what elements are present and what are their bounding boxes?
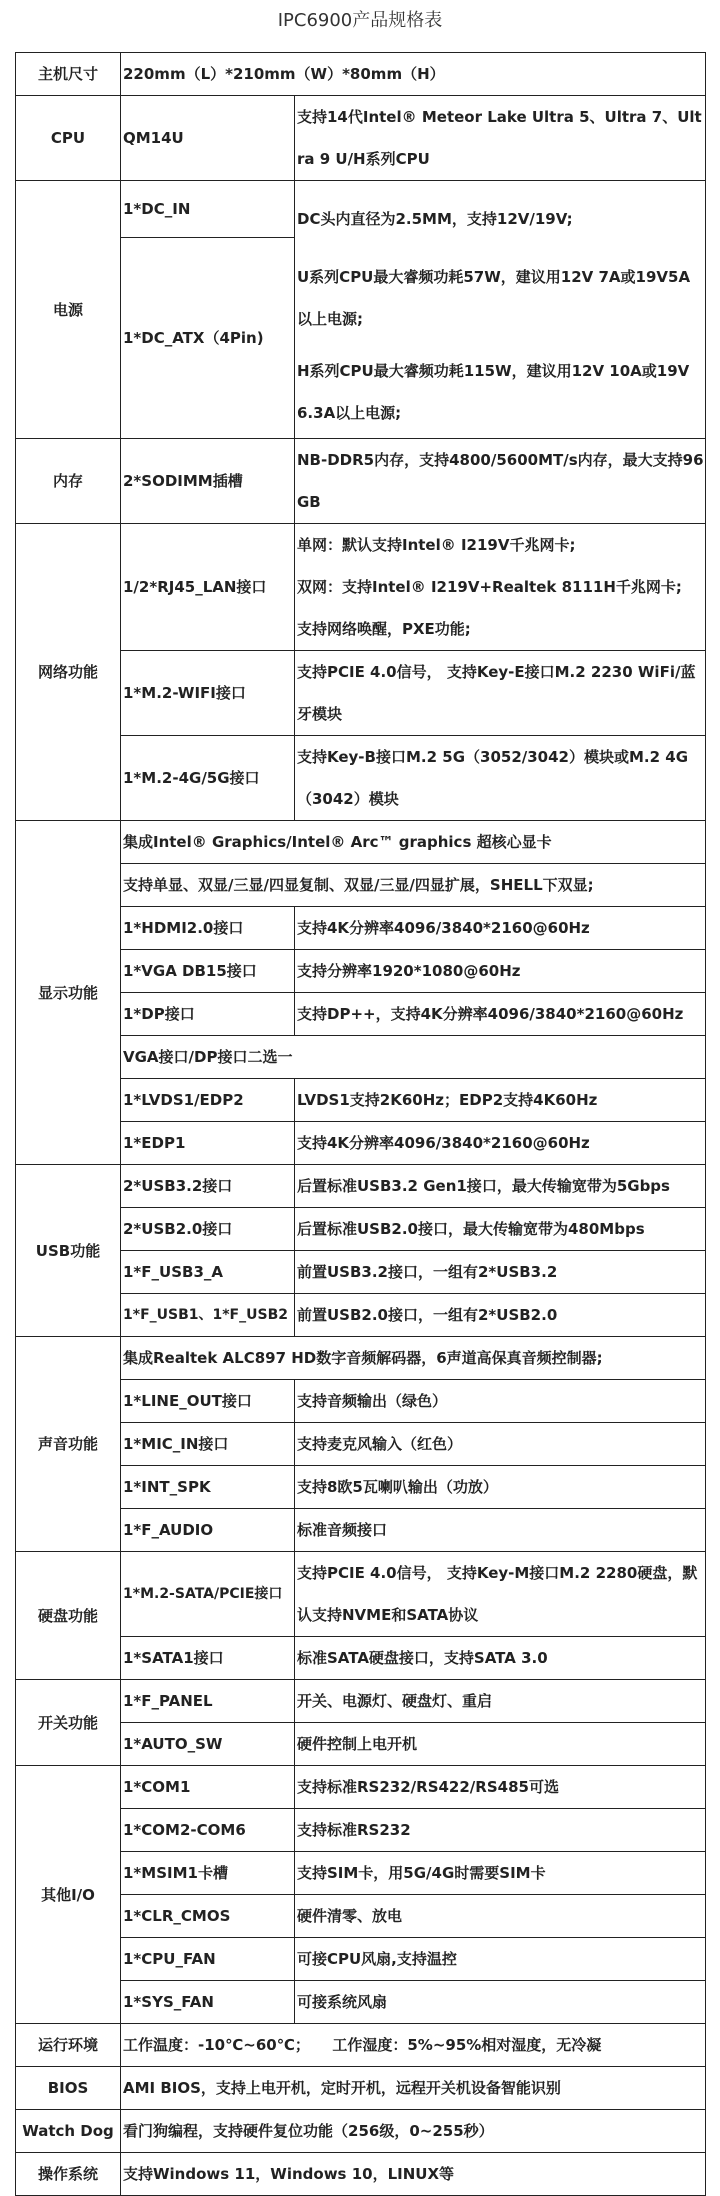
desc-cell: 开关、电源灯、硬盘灯、重启 <box>295 1680 706 1723</box>
table-row-power-dcin <box>16 181 706 238</box>
table-row-switch-panel <box>16 1680 706 1723</box>
table-row-cpu <box>16 96 706 181</box>
desc-cell: 支持4K分辨率4096/3840*2160@60Hz <box>295 1122 706 1165</box>
category-cell: 主机尺寸 <box>16 53 121 96</box>
item-cell: 2*USB3.2接口 <box>121 1165 295 1208</box>
item-cell: 1*INT_SPK <box>121 1466 295 1509</box>
category-cell: 其他I/O <box>16 1766 121 2024</box>
table-row-audio-codec <box>16 1337 706 1380</box>
table-row-memory <box>16 439 706 524</box>
desc-cell: 后置标准USB2.0接口，最大传输宽带为480Mbps <box>295 1208 706 1251</box>
item-cell: 1*F_PANEL <box>121 1680 295 1723</box>
table-row-network-lan <box>16 524 706 651</box>
table-row-io-com1 <box>16 1766 706 1809</box>
category-cell: 内存 <box>16 439 121 524</box>
desc-cell: 支持DP++，支持4K分辨率4096/3840*2160@60Hz <box>295 993 706 1036</box>
item-cell: 1*LVDS1/EDP2 <box>121 1079 295 1122</box>
item-cell: 1/2*RJ45_LAN接口 <box>121 524 295 651</box>
value-cell: 集成Intel® Graphics/Intel® Arc™ graphics 超核心显卡 <box>121 821 706 864</box>
item-cell: 1*DP接口 <box>121 993 295 1036</box>
table-row-bios <box>16 2067 706 2110</box>
item-cell: 1*SATA1接口 <box>121 1637 295 1680</box>
desc-line: 单网：默认支持Intel® I219V千兆网卡; <box>297 536 576 554</box>
desc-cell: 硬件控制上电开机 <box>295 1723 706 1766</box>
desc-line: U系列CPU最大睿频功耗57W，建议用12V 7A或19V5A以上电源; <box>297 267 691 328</box>
item-cell: 1*AUTO_SW <box>121 1723 295 1766</box>
item-cell: 1*HDMI2.0接口 <box>121 907 295 950</box>
category-cell: 运行环境 <box>16 2024 121 2067</box>
value-cell: AMI BIOS，支持上电开机，定时开机，远程开关机设备智能识别 <box>121 2067 706 2110</box>
desc-cell: 支持4K分辨率4096/3840*2160@60Hz <box>295 907 706 950</box>
desc-cell: 支持14代Intel® Meteor Lake Ultra 5、Ultra 7、Ultra 9 U/H系列CPU <box>295 96 706 181</box>
item-cell: 1*DC_ATX（4Pin) <box>121 238 295 439</box>
category-cell: 硬盘功能 <box>16 1552 121 1680</box>
desc-cell: LVDS1支持2K60Hz；EDP2支持4K60Hz <box>295 1079 706 1122</box>
desc-cell: 标准音频接口 <box>295 1509 706 1552</box>
item-cell: 1*M.2-SATA/PCIE接口 <box>121 1552 295 1637</box>
value-cell: 集成Realtek ALC897 HD数字音频解码器，6声道高保真音频控制器; <box>121 1337 706 1380</box>
value-cell: 支持单显、双显/三显/四显复制、双显/三显/四显扩展，SHELL下双显; <box>121 864 706 907</box>
desc-line: 双网：支持Intel® I219V+Realtek 8111H千兆网卡; <box>297 578 682 596</box>
item-cell: 1*F_USB3_A <box>121 1251 295 1294</box>
item-cell: 2*SODIMM插槽 <box>121 439 295 524</box>
table-row-usb-usb32 <box>16 1165 706 1208</box>
item-cell: 1*M.2-4G/5G接口 <box>121 736 295 821</box>
value-cell: 看门狗编程，支持硬件复位功能（256级，0~255秒） <box>121 2110 706 2153</box>
desc-line: H系列CPU最大睿频功耗115W，建议用12V 10A或19V 6.3A以上电源; <box>297 361 690 422</box>
category-cell: 操作系统 <box>16 2153 121 2196</box>
item-cell: QM14U <box>121 96 295 181</box>
desc-cell: 支持SIM卡，用5G/4G时需要SIM卡 <box>295 1852 706 1895</box>
page-title: IPC6900产品规格表 <box>277 10 443 31</box>
category-cell: Watch Dog <box>16 2110 121 2153</box>
desc-cell: 前置USB2.0接口，一组有2*USB2.0 <box>295 1294 706 1337</box>
desc-cell: 后置标准USB3.2 Gen1接口，最大传输宽带为5Gbps <box>295 1165 706 1208</box>
category-cell: 网络功能 <box>16 524 121 821</box>
value-cell: VGA接口/DP接口二选一 <box>121 1036 706 1079</box>
item-cell: 1*M.2-WIFI接口 <box>121 651 295 736</box>
item-cell: 1*F_AUDIO <box>121 1509 295 1552</box>
table-row-storage-m2 <box>16 1552 706 1637</box>
table-row-size <box>16 53 706 96</box>
category-cell: BIOS <box>16 2067 121 2110</box>
desc-cell: 支持标准RS232 <box>295 1809 706 1852</box>
category-cell: 声音功能 <box>16 1337 121 1552</box>
item-cell: 1*COM2-COM6 <box>121 1809 295 1852</box>
desc-cell: 支持8欧5瓦喇叭输出（功放） <box>295 1466 706 1509</box>
desc-cell: 支持分辨率1920*1080@60Hz <box>295 950 706 993</box>
item-cell: 1*DC_IN <box>121 181 295 238</box>
table-row-env <box>16 2024 706 2067</box>
item-cell: 1*CPU_FAN <box>121 1938 295 1981</box>
category-cell: 开关功能 <box>16 1680 121 1766</box>
desc-cell <box>295 181 706 439</box>
desc-cell <box>295 524 706 651</box>
table-row-watchdog <box>16 2110 706 2153</box>
desc-line: 支持网络唤醒，PXE功能; <box>297 620 471 638</box>
category-cell: 电源 <box>16 181 121 439</box>
table-row-display-igpu <box>16 821 706 864</box>
item-cell: 1*LINE_OUT接口 <box>121 1380 295 1423</box>
spec-table <box>15 52 706 2196</box>
desc-line: DC头内直径为2.5MM，支持12V/19V; <box>297 209 573 228</box>
value-cell: 220mm（L）*210mm（W）*80mm（H） <box>121 53 706 96</box>
value-cell: 工作温度：-10℃~60℃； 工作湿度：5%~95%相对湿度，无冷凝 <box>121 2024 706 2067</box>
item-cell: 1*VGA DB15接口 <box>121 950 295 993</box>
value-cell: 支持Windows 11，Windows 10，LINUX等 <box>121 2153 706 2196</box>
desc-cell: 支持PCIE 4.0信号， 支持Key-E接口M.2 2230 WiFi/蓝牙模块 <box>295 651 706 736</box>
desc-cell: 支持麦克风输入（红色） <box>295 1423 706 1466</box>
desc-cell: 支持Key-B接口M.2 5G（3052/3042）模块或M.2 4G（3042）模块 <box>295 736 706 821</box>
item-cell: 1*CLR_CMOS <box>121 1895 295 1938</box>
item-cell: 1*SYS_FAN <box>121 1981 295 2024</box>
desc-cell: 支持标准RS232/RS422/RS485可选 <box>295 1766 706 1809</box>
desc-cell: 可接CPU风扇,支持温控 <box>295 1938 706 1981</box>
item-cell: 1*EDP1 <box>121 1122 295 1165</box>
category-cell: CPU <box>16 96 121 181</box>
desc-cell: NB-DDR5内存，支持4800/5600MT/s内存，最大支持96GB <box>295 439 706 524</box>
item-cell: 1*F_USB1、1*F_USB2 <box>121 1294 295 1337</box>
category-cell: USB功能 <box>16 1165 121 1337</box>
desc-cell: 支持音频输出（绿色） <box>295 1380 706 1423</box>
item-cell: 1*COM1 <box>121 1766 295 1809</box>
desc-cell: 可接系统风扇 <box>295 1981 706 2024</box>
desc-cell: 前置USB3.2接口，一组有2*USB3.2 <box>295 1251 706 1294</box>
item-cell: 2*USB2.0接口 <box>121 1208 295 1251</box>
desc-cell: 硬件清零、放电 <box>295 1895 706 1938</box>
item-cell: 1*MIC_IN接口 <box>121 1423 295 1466</box>
table-row-os <box>16 2153 706 2196</box>
category-cell: 显示功能 <box>16 821 121 1165</box>
item-cell: 1*MSIM1卡槽 <box>121 1852 295 1895</box>
desc-cell: 标准SATA硬盘接口，支持SATA 3.0 <box>295 1637 706 1680</box>
desc-cell: 支持PCIE 4.0信号， 支持Key-M接口M.2 2280硬盘，默认支持NVME和SATA协议 <box>295 1552 706 1637</box>
